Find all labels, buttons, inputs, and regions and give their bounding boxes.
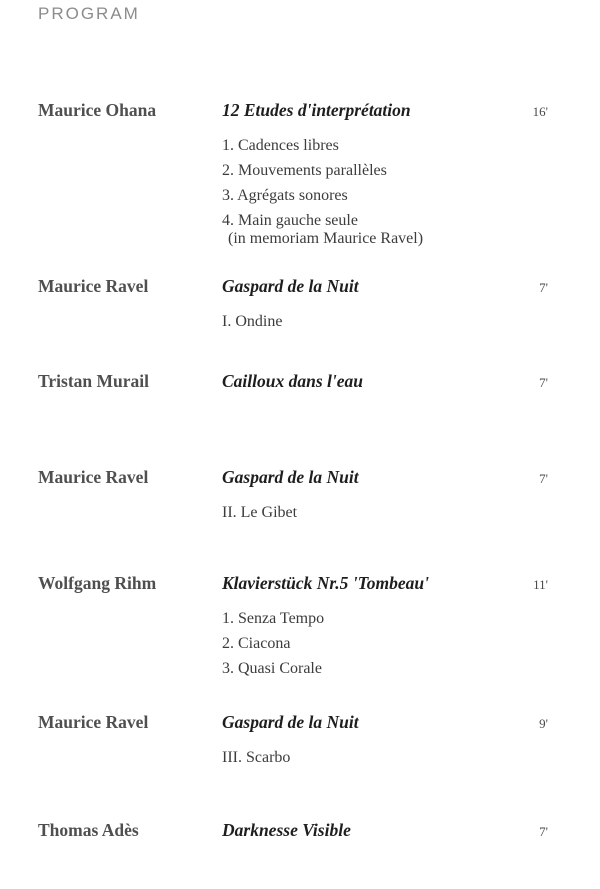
work-title: Klavierstück Nr.5 'Tombeau'	[222, 573, 429, 593]
program-entry	[38, 710, 548, 770]
movement-item: 2. Mouvements parallèles	[222, 162, 387, 179]
movement-list	[222, 309, 548, 334]
composer-name: Maurice Ravel	[38, 276, 149, 296]
work-title: Cailloux dans l'eau	[222, 371, 364, 391]
work-duration: 16'	[532, 104, 548, 119]
work-title: Darknesse Visible	[222, 820, 351, 840]
movement-item: 1. Cadences libres	[222, 137, 339, 154]
movement-list	[222, 500, 548, 525]
work-title: Gaspard de la Nuit	[222, 467, 359, 487]
work-title: Gaspard de la Nuit	[222, 276, 359, 296]
work-duration: 7'	[539, 280, 548, 295]
program-entry	[38, 818, 548, 844]
work-duration: 9'	[539, 716, 548, 731]
movement-item: I. Ondine	[222, 313, 283, 330]
work-title: Gaspard de la Nuit	[222, 712, 359, 732]
program-entry	[38, 369, 548, 395]
composer-name: Wolfgang Rihm	[38, 573, 157, 593]
composer-name: Maurice Ravel	[38, 467, 149, 487]
entry-title-row	[38, 465, 548, 491]
movement-item: 2. Ciacona	[222, 635, 291, 652]
movement-list	[222, 133, 548, 248]
program-entry	[38, 571, 548, 681]
work-duration: 7'	[539, 824, 548, 839]
movement-note: (in memoriam Maurice Ravel)	[228, 230, 424, 247]
movement-list	[222, 745, 548, 770]
entry-title-row	[38, 818, 548, 844]
entry-title-row	[38, 274, 548, 300]
movement-list	[222, 606, 548, 681]
entry-title-row	[38, 571, 548, 597]
composer-name: Maurice Ravel	[38, 712, 149, 732]
composer-name: Tristan Murail	[38, 371, 149, 391]
composer-name: Thomas Adès	[38, 820, 139, 840]
work-duration: 11'	[533, 577, 548, 592]
work-duration: 7'	[539, 471, 548, 486]
program-entry	[38, 274, 548, 334]
program-entry	[38, 465, 548, 525]
program-entry	[38, 98, 548, 248]
movement-item: 1. Senza Tempo	[222, 610, 325, 627]
page-title: PROGRAM	[38, 4, 140, 23]
entry-title-row	[38, 369, 548, 395]
entry-title-row	[38, 98, 548, 124]
work-duration: 7'	[539, 375, 548, 390]
work-title: 12 Etudes d'interprétation	[222, 100, 411, 120]
composer-name: Maurice Ohana	[38, 100, 157, 120]
movement-item: 3. Quasi Corale	[222, 660, 322, 677]
entry-title-row	[38, 710, 548, 736]
movement-item: II. Le Gibet	[222, 504, 298, 521]
movement-item: III. Scarbo	[222, 749, 291, 766]
movement-item: 4. Main gauche seule	[222, 212, 358, 229]
movement-item: 3. Agrégats sonores	[222, 187, 348, 204]
